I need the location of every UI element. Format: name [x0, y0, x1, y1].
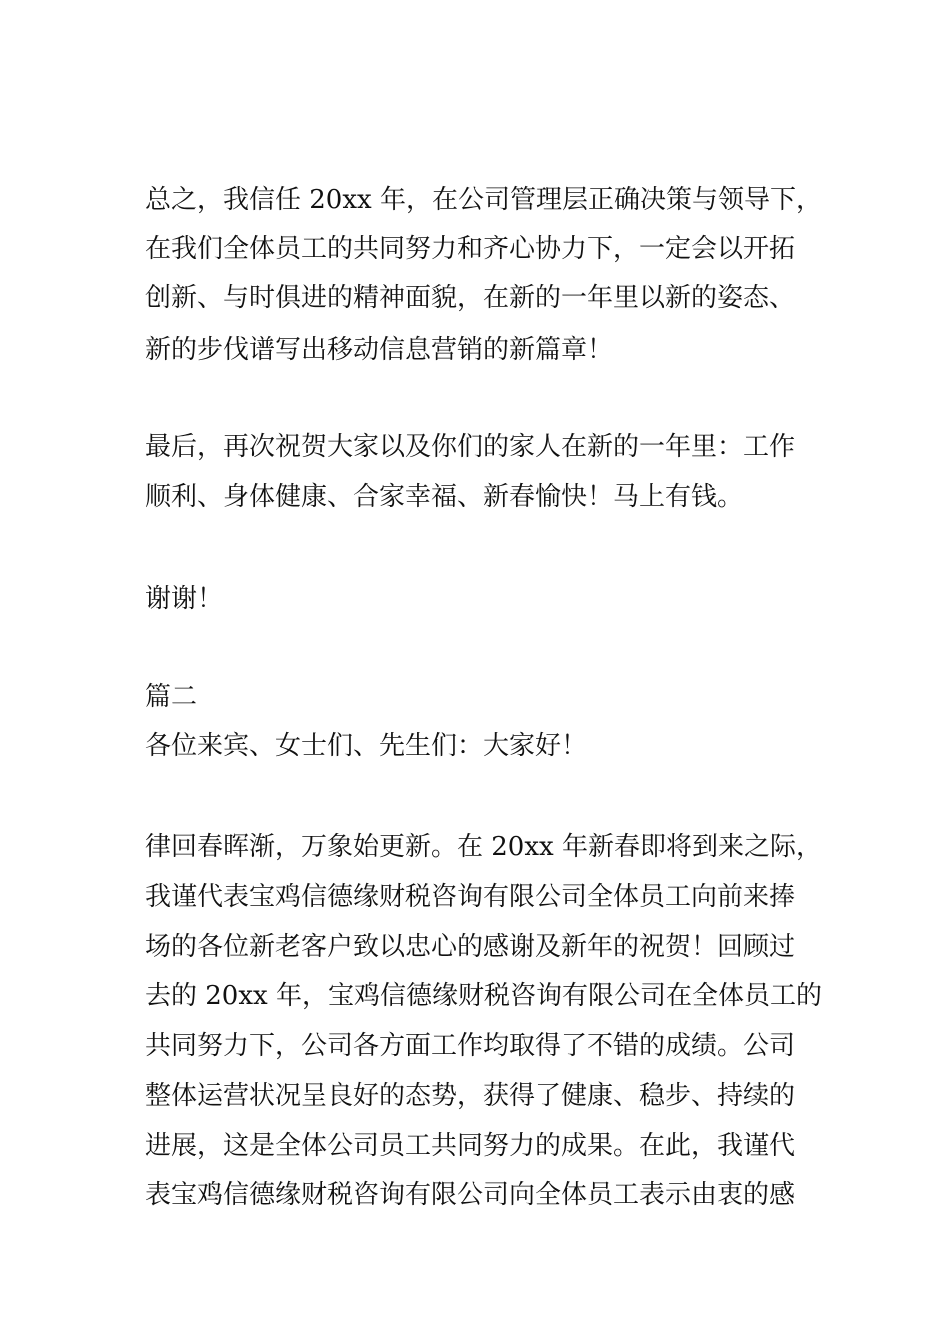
thanks-line: 谢谢！: [145, 584, 224, 614]
text-line: 最后，再次祝贺大家以及你们的家人在新的一年里：工作: [145, 432, 796, 462]
text-line: 表宝鸡信德缘财税咨询有限公司向全体员工表示由衷的感: [145, 1180, 796, 1210]
text-line: 顺利、身体健康、合家幸福、新春愉快！马上有钱。: [145, 482, 744, 512]
text-line: 共同努力下，公司各方面工作均取得了不错的成绩。公司: [145, 1031, 796, 1061]
section-heading: 篇二: [145, 682, 198, 712]
text-line: 整体运营状况呈良好的态势，获得了健康、稳步、持续的: [145, 1081, 796, 1111]
greeting-line: 各位来宾、女士们、先生们：大家好！: [145, 731, 588, 761]
text-line: 进展，这是全体公司员工共同努力的成果。在此，我谨代: [145, 1131, 796, 1161]
text-line: 场的各位新老客户致以忠心的感谢及新年的祝贺！回顾过: [145, 932, 796, 962]
text-line: 总之，我信任 20xx 年，在公司管理层正确决策与领导下，: [145, 185, 822, 215]
text-line: 去的 20xx 年，宝鸡信德缘财税咨询有限公司在全体员工的: [145, 981, 822, 1011]
text-line: 律回春晖渐，万象始更新。在 20xx 年新春即将到来之际，: [145, 832, 822, 862]
text-line: 在我们全体员工的共同努力和齐心协力下，一定会以开拓: [145, 234, 796, 264]
text-line: 新的步伐谱写出移动信息营销的新篇章！: [145, 335, 614, 365]
text-line: 我谨代表宝鸡信德缘财税咨询有限公司全体员工向前来捧: [145, 882, 796, 912]
text-line: 创新、与时俱进的精神面貌，在新的一年里以新的姿态、: [145, 283, 796, 313]
